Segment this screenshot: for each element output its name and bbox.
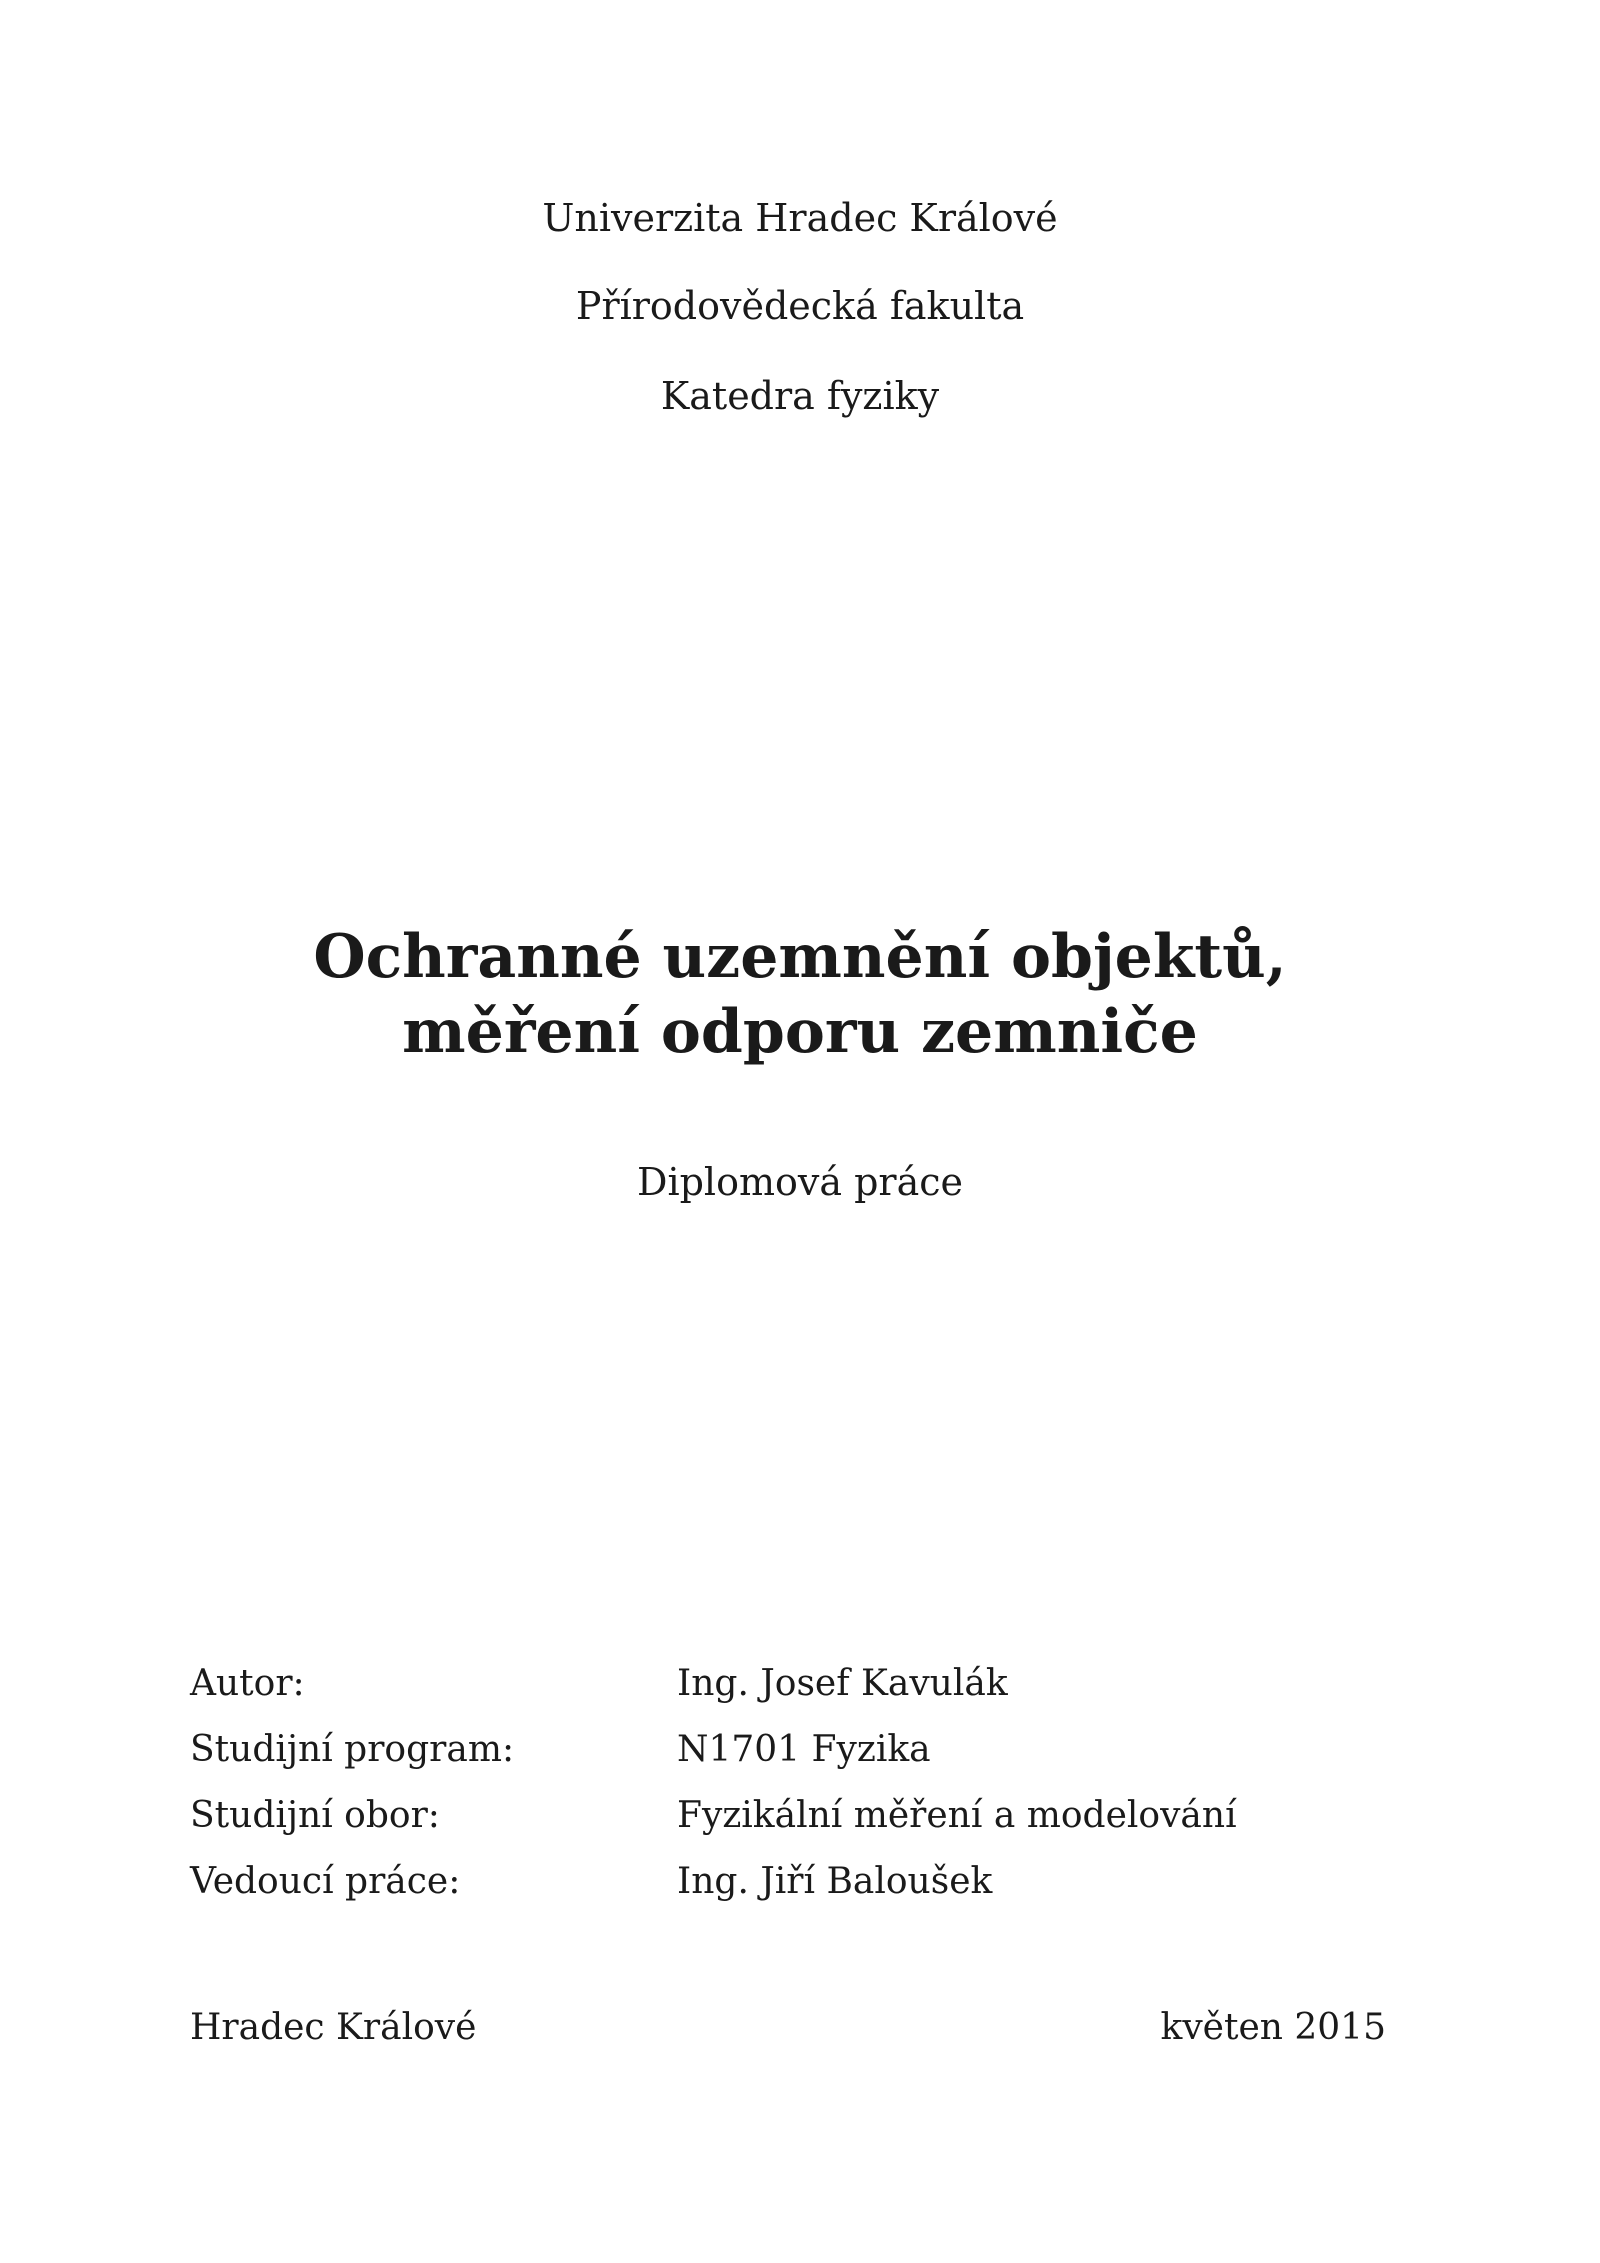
department-name: Katedra fyziky <box>660 374 940 418</box>
footer <box>190 2004 1386 2054</box>
info-label: Autor: <box>190 1663 305 1704</box>
footer-place: Hradec Králové <box>190 2007 477 2048</box>
info-value: Ing. Jiří Baloušek <box>677 1861 993 1902</box>
info-row-author <box>190 1660 1390 1726</box>
info-row-study-program <box>190 1726 1390 1792</box>
info-label: Studijní program: <box>190 1729 515 1770</box>
info-row-study-field <box>190 1792 1390 1858</box>
faculty-name: Přírodovědecká fakulta <box>575 284 1025 328</box>
info-value: Fyzikální měření a modelování <box>677 1795 1237 1836</box>
footer-date: květen 2015 <box>1160 2007 1386 2048</box>
thesis-type: Diplomová práce <box>636 1160 963 1204</box>
thesis-title-line-1: Ochranné uzemnění objektů, <box>313 922 1287 992</box>
thesis-info-table <box>190 1660 1390 1924</box>
thesis-title <box>0 920 1600 1070</box>
thesis-title-line-2: měření odporu zemniče <box>402 997 1198 1067</box>
info-row-supervisor <box>190 1858 1390 1924</box>
info-label: Studijní obor: <box>190 1795 440 1836</box>
info-value: N1701 Fyzika <box>677 1729 931 1770</box>
info-label: Vedoucí práce: <box>190 1861 461 1902</box>
university-name: Univerzita Hradec Králové <box>542 196 1058 240</box>
info-value: Ing. Josef Kavulák <box>677 1663 1008 1704</box>
